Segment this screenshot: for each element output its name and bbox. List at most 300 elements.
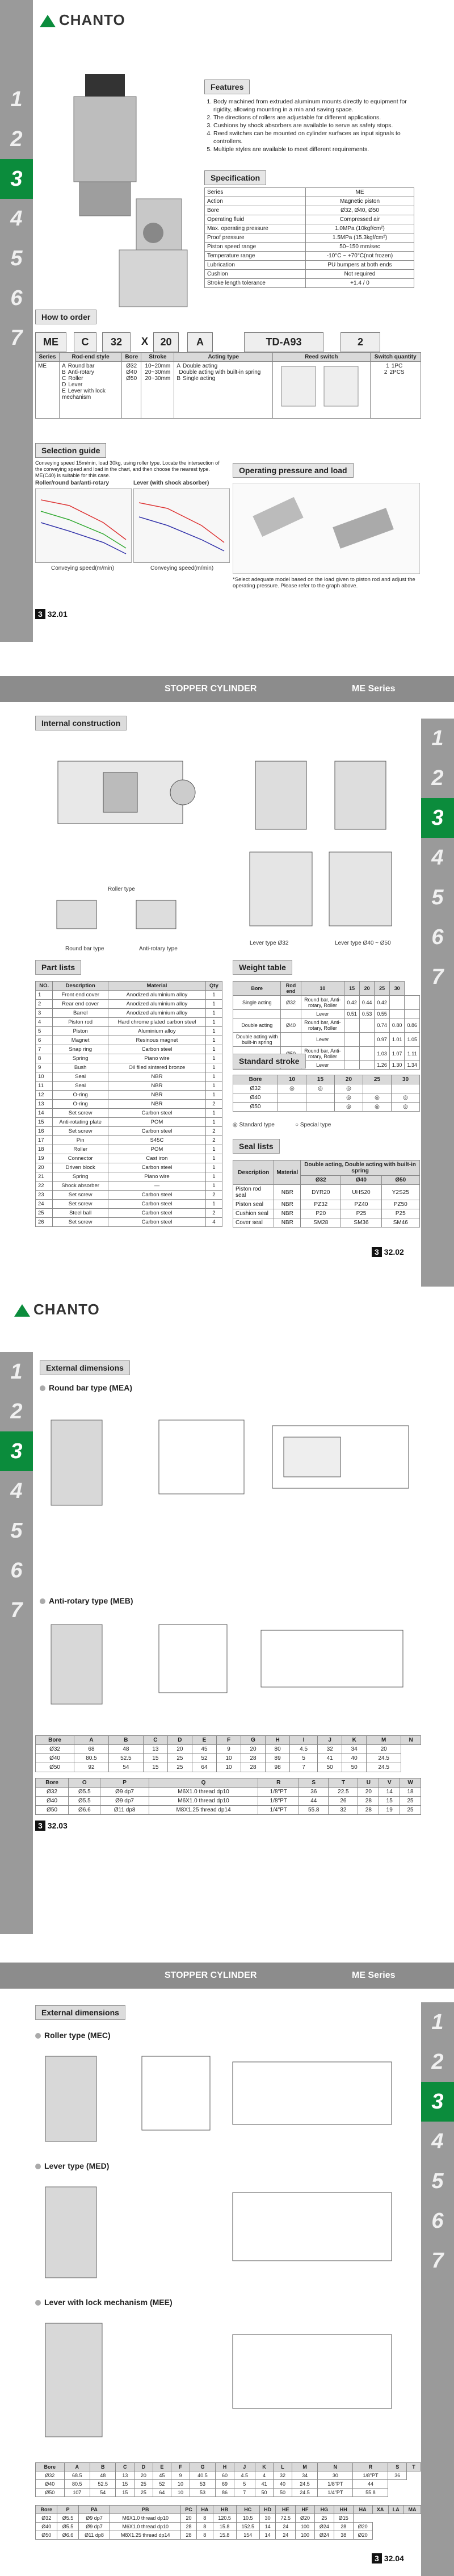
parts-cell: Carbon steel <box>108 1163 206 1172</box>
weight-row <box>233 996 420 1010</box>
dim-cell: 15.8 <box>213 2523 236 2531</box>
parts-cell: 3 <box>36 1009 53 1018</box>
dim-row <box>36 2489 421 2497</box>
dim-row <box>36 1745 421 1754</box>
dim-cell: 14 <box>379 1788 400 1797</box>
order-head: Bore <box>122 353 141 362</box>
dim-cell: 30 <box>259 2514 276 2523</box>
weight-cell <box>359 1061 375 1070</box>
stroke-cell <box>391 1084 419 1093</box>
dim-cell: Ø15 <box>334 2514 353 2523</box>
parts-cell: 4 <box>36 1018 53 1027</box>
dim-cell: 15 <box>116 2480 134 2489</box>
mee-title <box>35 2298 173 2307</box>
weight-head: 15 <box>344 982 360 996</box>
spec-cell: Operating fluid <box>205 215 306 224</box>
chapter-tab-7[interactable]: 7 <box>431 965 444 989</box>
dim-cell: 54 <box>108 1763 143 1772</box>
dim-cell: 8 <box>196 2531 213 2540</box>
spec-row <box>205 233 414 243</box>
dim-cell: 154 <box>236 2531 259 2540</box>
spec-row <box>205 188 414 197</box>
parts-cell: 1 <box>205 1063 222 1072</box>
spec-row <box>205 197 414 206</box>
order-head: Acting type <box>174 353 273 362</box>
weight-head: 30 <box>389 982 405 996</box>
seal-cell: Piston rod seal <box>233 1185 274 1200</box>
parts-cell: 2 <box>205 1136 222 1145</box>
dim-table-1 <box>35 1735 421 1772</box>
feature-item: 3. Cushions by shock absorbers are available to serve as safety stops. <box>213 122 414 130</box>
chapter-sidebar <box>421 719 454 1287</box>
spec-cell: Lubrication <box>205 261 306 270</box>
spec-cell: Piston speed range <box>205 243 306 252</box>
parts-cell: 1 <box>205 1109 222 1118</box>
acting-option <box>176 369 270 375</box>
switch-option <box>373 363 418 369</box>
page-label: 32.02 <box>384 1247 404 1256</box>
parts-cell: 1 <box>205 1036 222 1045</box>
bore-option-part: Ø50 <box>126 375 137 382</box>
dim-cell: 4 <box>255 2471 274 2480</box>
parts-cell: 1 <box>205 1009 222 1018</box>
chapter-tab-6[interactable]: 6 <box>10 286 23 310</box>
parts-cell: — <box>108 1181 206 1191</box>
feature-item: 4. Reed switches can be mounted on cylinder surfaces as input signals to controllers. <box>213 130 414 145</box>
dim-cell: 8 <box>196 2523 213 2531</box>
rod-end-option-part: Anti-rotary <box>68 369 94 375</box>
chapter-tab-5[interactable]: 5 <box>431 2169 444 2193</box>
seal-th-desc: Description <box>233 1160 274 1185</box>
page-number <box>372 1247 404 1257</box>
bullet-icon <box>35 2033 41 2039</box>
dim-cell: 10 <box>216 1754 241 1763</box>
dim-cell: 24 <box>276 2523 296 2531</box>
seal-th-32: Ø32 <box>301 1176 341 1185</box>
dim-cell: 10.5 <box>236 2514 259 2523</box>
parts-row <box>36 1000 222 1009</box>
dim-cell: 22.5 <box>329 1788 358 1797</box>
chapter-tab-1[interactable]: 1 <box>10 87 23 111</box>
parts-cell: 1 <box>36 991 53 1000</box>
page-chapter: 3 <box>372 1247 382 1257</box>
ext-title: External dimensions <box>35 2005 125 2020</box>
seal-cell: Cover seal <box>233 1218 274 1228</box>
seal-th-50: Ø50 <box>381 1176 419 1185</box>
parts-cell: Piano wire <box>108 1172 206 1181</box>
dim-cell: Ø20 <box>296 2514 315 2523</box>
weight-cell <box>359 1018 375 1033</box>
weight-cell: 0.53 <box>359 1010 375 1018</box>
dim-cell: 20 <box>367 1745 401 1754</box>
parts-cell: 24 <box>36 1200 53 1209</box>
selection-section <box>35 443 222 479</box>
dim-cell: Ø6.6 <box>57 2531 78 2540</box>
weight-cell: 0.80 <box>389 1018 405 1033</box>
parts-cell: Carbon steel <box>108 1127 206 1136</box>
stroke-option <box>144 369 171 375</box>
spec-section <box>204 170 414 288</box>
parts-cell: Carbon steel <box>108 1200 206 1209</box>
dim-row <box>36 1763 421 1772</box>
stroke-head: 15 <box>306 1075 334 1084</box>
parts-title: Part lists <box>35 960 81 975</box>
selection-note: Conveying speed 15m/min, load 30kg, using roller type. Locate the intersection of the conveying speed and load in the chart, and then choose the nearest type. ME(C40) is suitable for this case. <box>35 460 220 478</box>
dim-cell: Ø9 dp7 <box>78 2523 110 2531</box>
weight-cell <box>389 1010 405 1018</box>
parts-cell: Steel ball <box>53 1209 108 1218</box>
dim-head: H <box>216 2463 234 2471</box>
chapter-tab-4[interactable]: 4 <box>431 2130 444 2153</box>
seal-th-mat: Material <box>274 1160 301 1185</box>
parts-cell: Seal <box>53 1082 108 1091</box>
parts-cell: 1 <box>205 1145 222 1154</box>
stroke-cell: Ø32 <box>233 1084 278 1093</box>
parts-row <box>36 1009 222 1018</box>
seal-cell: PZ40 <box>341 1200 381 1209</box>
rod-end-option-part: E <box>62 388 66 394</box>
parts-row <box>36 1100 222 1109</box>
catalog-page-3 <box>0 1289 454 1934</box>
dim-cell: 50 <box>318 1763 342 1772</box>
parts-cell: Anodized aluminium alloy <box>108 991 206 1000</box>
seal-row <box>233 1185 420 1200</box>
parts-cell: 1 <box>205 1072 222 1082</box>
dim-cell: 28 <box>180 2531 196 2540</box>
chapter-tab-4[interactable]: 4 <box>10 1479 23 1503</box>
parts-cell: Carbon steel <box>108 1209 206 1218</box>
dim-head: B <box>90 2463 116 2471</box>
dim-cell: 53 <box>190 2489 215 2497</box>
spec-row <box>205 279 414 288</box>
chapter-tab-1[interactable]: 1 <box>10 1360 23 1384</box>
dim-table-1 <box>35 2462 421 2497</box>
seal-cell: PZ32 <box>301 1200 341 1209</box>
dim-head: M <box>292 2463 317 2471</box>
chapter-tab-4[interactable]: 4 <box>10 207 23 231</box>
order-code-box: 32 <box>102 332 131 352</box>
stroke-cell: ◎ <box>334 1084 363 1093</box>
parts-cell: Carbon steel <box>108 1191 206 1200</box>
spec-cell: 1.0MPa (10kgf/cm²) <box>305 224 414 233</box>
switch-option-part: 2 <box>384 369 388 375</box>
stroke-cell <box>278 1093 306 1103</box>
dim-head: A <box>64 2463 90 2471</box>
spec-cell: Compressed air <box>305 215 414 224</box>
dim-head: B <box>108 1736 143 1745</box>
weight-head: 20 <box>359 982 375 996</box>
chapter-tab-2[interactable]: 2 <box>10 1400 23 1423</box>
dim-cell: 25 <box>167 1754 192 1763</box>
dim-cell: 68 <box>74 1745 109 1754</box>
selection-graph-roller <box>35 489 132 574</box>
bullet-icon <box>35 2164 41 2169</box>
dim-cell: 41 <box>318 1754 342 1763</box>
graph1-xlabel: Conveying speed(m/min) <box>51 565 115 571</box>
stroke-cell: ◎ <box>334 1103 363 1112</box>
dim-cell: Ø40 <box>36 1754 74 1763</box>
parts-cell: 22 <box>36 1181 53 1191</box>
dim-cell: 14 <box>259 2523 276 2531</box>
parts-cell: Barrel <box>53 1009 108 1018</box>
weight-cell: Lever <box>301 1010 344 1018</box>
dim-cell: 15 <box>379 1797 400 1806</box>
seal-cell: UHS20 <box>341 1185 381 1200</box>
weight-cell: 1.03 <box>375 1047 390 1061</box>
dim-cell: Ø24 <box>314 2523 334 2531</box>
logo-mark-icon <box>40 15 56 27</box>
parts-cell: Pin <box>53 1136 108 1145</box>
dim-head: HE <box>276 2506 296 2514</box>
dim-head: HA <box>196 2506 213 2514</box>
chapter-tab-1[interactable]: 1 <box>431 727 444 750</box>
meb-drawing <box>45 1613 420 1727</box>
dim-cell: 20 <box>241 1745 266 1754</box>
parts-cell: Connector <box>53 1154 108 1163</box>
dim-cell: 19 <box>379 1806 400 1815</box>
weight-cell: 0.44 <box>359 996 375 1010</box>
dim-cell: 36 <box>299 1788 329 1797</box>
dim-cell: Ø5.5 <box>57 2514 78 2523</box>
parts-row <box>36 1172 222 1181</box>
parts-cell: Set screw <box>53 1191 108 1200</box>
stroke-cell: ◎ <box>363 1103 391 1112</box>
weight-cell <box>389 996 405 1010</box>
dim-cell: 24.5 <box>367 1763 401 1772</box>
selection-graph-lever <box>133 489 230 574</box>
dim-cell: 52.5 <box>108 1754 143 1763</box>
dim-head: C <box>143 1736 167 1745</box>
weight-cell: Lever <box>301 1033 344 1047</box>
chapter-tab-5[interactable]: 5 <box>10 247 23 270</box>
dim-cell: 18 <box>400 1788 421 1797</box>
chapter-tab-7[interactable]: 7 <box>10 326 23 350</box>
parts-cell: 1 <box>205 1027 222 1036</box>
order-head: Switch quantity <box>370 353 421 362</box>
parts-cell: 1 <box>205 1154 222 1163</box>
lever4050-label: Lever type Ø40 ~ Ø50 <box>335 940 391 946</box>
graph2-title: Lever (with shock absorber) <box>133 480 209 486</box>
chapter-tab-3[interactable]: 3 <box>421 798 454 838</box>
chapter-tab-1[interactable]: 1 <box>431 2010 444 2034</box>
reed-switch-diagram <box>279 364 364 415</box>
parts-table <box>35 981 222 1227</box>
parts-cell: 11 <box>36 1082 53 1091</box>
chapter-tab-6[interactable]: 6 <box>10 1559 23 1583</box>
dim-cell: 80.5 <box>74 1754 109 1763</box>
parts-cell: Carbon steel <box>108 1218 206 1227</box>
dim-cell: 120.5 <box>213 2514 236 2523</box>
dim-cell: 28 <box>241 1763 266 1772</box>
dim-cell: 52.5 <box>90 2480 116 2489</box>
acting-option <box>176 363 270 369</box>
dim-head: D <box>167 1736 192 1745</box>
parts-cell: 1 <box>205 1000 222 1009</box>
spec-cell: Ø32, Ø40, Ø50 <box>305 206 414 215</box>
rod-end-option-part: D <box>62 382 66 388</box>
dim-head: D <box>134 2463 153 2471</box>
weight-head: Bore <box>233 982 281 996</box>
parts-cell: POM <box>108 1145 206 1154</box>
rod-end-option-part: Roller <box>68 375 83 382</box>
dim-head: T <box>407 2463 421 2471</box>
weight-cell: 1.01 <box>389 1033 405 1047</box>
dim-head: L <box>274 2463 292 2471</box>
dim-cell: 69 <box>216 2480 234 2489</box>
dim-cell: 28 <box>334 2523 353 2531</box>
series-cell: ME <box>38 363 47 369</box>
chapter-tab-7[interactable]: 7 <box>431 2249 444 2273</box>
parts-cell: 2 <box>205 1127 222 1136</box>
dim-head: E <box>153 2463 171 2471</box>
chapter-tab-3[interactable]: 3 <box>0 1431 33 1471</box>
dim-cell: 24.5 <box>292 2480 317 2489</box>
dim-cell: 25 <box>400 1806 421 1815</box>
weight-cell: 0.86 <box>405 1018 420 1033</box>
parts-cell: O-ring <box>53 1091 108 1100</box>
parts-cell: 2 <box>36 1000 53 1009</box>
parts-row <box>36 1127 222 1136</box>
bore-options <box>122 362 141 419</box>
dim-cell: Ø20 <box>353 2523 372 2531</box>
parts-cell: Anodized aluminium alloy <box>108 1000 206 1009</box>
parts-cell: NBR <box>108 1072 206 1082</box>
weight-cell: Round bar, Anti-rotary, Roller <box>301 1018 344 1033</box>
dim-cell: M6X1.0 thread dp10 <box>110 2523 181 2531</box>
dim-cell: M8X1.25 thread dp14 <box>149 1806 258 1815</box>
dim-cell: Ø24 <box>314 2531 334 2540</box>
stroke-cell <box>278 1103 306 1112</box>
weight-cell: Round bar, Anti-rotary, Roller <box>301 996 344 1010</box>
round-bar-label: Round bar type <box>65 946 104 952</box>
bore-option <box>124 375 138 382</box>
dim-cell: Ø9 dp7 <box>100 1797 149 1806</box>
dim-head: W <box>400 1778 421 1788</box>
logo-mark-icon <box>14 1304 30 1317</box>
rod-end-drawings <box>45 895 193 940</box>
stroke-option <box>144 363 171 369</box>
chapter-tab-6[interactable]: 6 <box>431 2209 444 2233</box>
weight-cell: 0.97 <box>375 1033 390 1047</box>
seal-row <box>233 1209 420 1218</box>
dim-head: F <box>216 1736 241 1745</box>
dim-cell: 15 <box>143 1754 167 1763</box>
chapter-tab-2[interactable]: 2 <box>431 766 444 790</box>
parts-cell: 1 <box>205 1181 222 1191</box>
dim-cell: 44 <box>299 1797 329 1806</box>
dim-row <box>36 2523 421 2531</box>
dim-head: XA <box>372 2506 388 2514</box>
dim-head: S <box>299 1778 329 1788</box>
weight-head: 10 <box>301 982 344 996</box>
parts-cell: 1 <box>205 1091 222 1100</box>
parts-cell: NBR <box>108 1091 206 1100</box>
dim-cell: 89 <box>266 1754 290 1763</box>
spec-cell: -10°C ~ +70°C(not frozen) <box>305 252 414 261</box>
parts-cell: Snap ring <box>53 1045 108 1054</box>
chapter-tab-5[interactable]: 5 <box>10 1519 23 1543</box>
seal-title: Seal lists <box>233 1139 280 1154</box>
chapter-tab-5[interactable]: 5 <box>431 886 444 909</box>
spec-title: Specification <box>204 170 266 185</box>
weight-cell: 1.05 <box>405 1033 420 1047</box>
weight-cell <box>344 1018 360 1033</box>
weight-cell: 0.51 <box>344 1010 360 1018</box>
weight-cell <box>281 1033 301 1047</box>
chapter-tab-2[interactable]: 2 <box>431 2050 444 2074</box>
parts-cell: Carbon steel <box>108 1045 206 1054</box>
stroke-option-part: 20~30mm <box>145 369 171 375</box>
parts-row <box>36 1109 222 1118</box>
chapter-tab-3[interactable]: 3 <box>0 159 33 199</box>
page-chapter: 3 <box>35 609 45 619</box>
stroke-cell: Ø50 <box>233 1103 278 1112</box>
spec-cell: PU bumpers at both ends <box>305 261 414 270</box>
stroke-cell: ◎ <box>334 1093 363 1103</box>
dim-cell: Ø11 dp8 <box>78 2531 110 2540</box>
dim-head: Bore <box>36 1778 69 1788</box>
chapter-tab-6[interactable]: 6 <box>431 925 444 949</box>
chapter-tab-4[interactable]: 4 <box>431 846 444 870</box>
parts-row <box>36 1027 222 1036</box>
weight-cell <box>359 1047 375 1061</box>
dim-head: N <box>401 1736 421 1745</box>
series-header <box>0 676 454 702</box>
parts-cell: S45C <box>108 1136 206 1145</box>
dim-cell: 44 <box>353 2480 388 2489</box>
dim-cell: 1/8"PT <box>258 1788 299 1797</box>
dim-cell: 20 <box>180 2514 196 2523</box>
dim-cell: Ø50 <box>36 2531 57 2540</box>
chapter-tab-3[interactable]: 3 <box>421 2082 454 2122</box>
bore-option <box>124 363 138 369</box>
dim-cell: Ø9 dp7 <box>78 2514 110 2523</box>
chapter-tab-2[interactable]: 2 <box>10 127 23 151</box>
order-code-box: 2 <box>340 332 380 352</box>
dim-cell: Ø32 <box>36 2514 57 2523</box>
catalog-page-1 <box>0 0 454 642</box>
parts-row <box>36 1036 222 1045</box>
bore-option <box>124 369 138 375</box>
mea-label: Round bar type (MEA) <box>49 1383 132 1392</box>
parts-cell: Piston <box>53 1027 108 1036</box>
dim-cell: 50 <box>342 1763 367 1772</box>
dim-cell: Ø50 <box>36 1806 69 1815</box>
weight-cell: Single acting <box>233 996 281 1010</box>
chapter-tab-7[interactable]: 7 <box>10 1598 23 1622</box>
seal-cell: SM28 <box>301 1218 341 1228</box>
stroke-cell <box>363 1084 391 1093</box>
bullet-icon <box>35 2300 41 2306</box>
dim-cell: 100 <box>296 2531 315 2540</box>
spec-cell: Magnetic piston <box>305 197 414 206</box>
parts-cell: 7 <box>36 1045 53 1054</box>
page-label: 32.04 <box>384 2554 404 2563</box>
dim-cell: 13 <box>143 1745 167 1754</box>
stroke-row <box>233 1093 420 1103</box>
dim-row <box>36 1754 421 1763</box>
parts-cell: Cast iron <box>108 1154 206 1163</box>
weight-cell: 1.11 <box>405 1047 420 1061</box>
parts-cell: Shock absorber <box>53 1181 108 1191</box>
parts-cell: Carbon steel <box>108 1109 206 1118</box>
lever32-label: Lever type Ø32 <box>250 940 289 946</box>
dim-cell: 24.5 <box>367 1754 401 1763</box>
dim-head: Bore <box>36 2463 65 2471</box>
dim-cell: Ø20 <box>353 2531 372 2540</box>
dim-cell: 1/4"PT <box>318 2489 353 2497</box>
anti-rotary-label: Anti-rotary type <box>139 946 178 952</box>
